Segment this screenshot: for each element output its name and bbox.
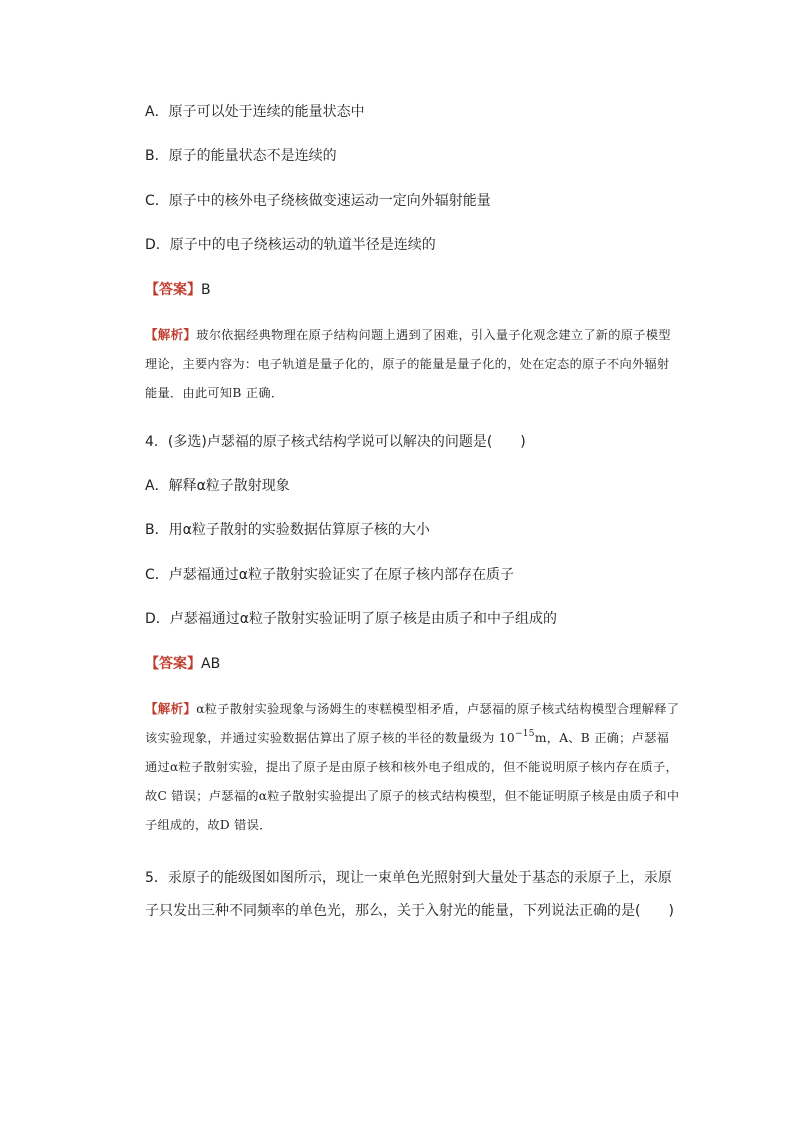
q4-option-a: A．解释α粒子散射现象 [145, 478, 290, 494]
q3-answer [145, 280, 211, 300]
answer-value: AB [201, 656, 221, 672]
answer-tag: 【答案】 [145, 282, 201, 298]
q3-option-c: C．原子中的核外电子绕核做变速运动一定向外辐射能量 [145, 193, 491, 209]
q4-stem: 4．(多选)卢瑟福的原子核式结构学说可以解决的问题是( ) [145, 434, 526, 450]
q4-answer [145, 654, 220, 674]
q4-analysis [145, 694, 680, 840]
answer-tag: 【答案】 [145, 656, 201, 672]
analysis-text-2: m，A、B 正确；卢瑟福通过α粒子散射实验，提出了原子是由原子核和核外电子组成的，但不能说明原子核内存在质子，故C 错误；卢瑟福的α粒子散射实验提出了原子的核式结构模型，但不能证明原子核是由质子和中子组成的，故D 错误． [145, 731, 680, 832]
analysis-text-1: α粒子散射实验现象与汤姆生的枣糕模型相矛盾，卢瑟福的原子核式结构模型合理解释了该实验现象，并通过实验数据估算出了原子核的半径的数量级为 10 [145, 702, 680, 745]
q3-option-d: D．原子中的电子绕核运动的轨道半径是连续的 [145, 237, 436, 253]
analysis-tag: 【解析】 [145, 327, 197, 342]
answer-value: B [201, 282, 211, 298]
q4-option-c: C．卢瑟福通过α粒子散射实验证实了在原子核内部存在质子 [145, 567, 515, 583]
q3-option-b: B．原子的能量状态不是连续的 [145, 148, 337, 164]
analysis-tag: 【解析】 [145, 701, 197, 716]
q3-analysis [145, 320, 680, 408]
exponent: −15 [514, 729, 535, 739]
q4-option-d: D．卢瑟福通过α粒子散射实验证明了原子核是由质子和中子组成的 [145, 611, 558, 627]
q5-stem: 5．汞原子的能级图如图所示，现让一束单色光照射到大量处于基态的汞原子上，汞原子只发出三种不同频率的单色光，那么，关于入射光的能量，下列说法正确的是( ) [145, 870, 674, 919]
analysis-text: 玻尔依据经典物理在原子结构问题上遇到了困难，引入量子化观念建立了新的原子模型理论，主要内容为：电子轨道是量子化的，原子的能量是量子化的，处在定态的原子不向外辐射能量．由此可知B 正确． [145, 328, 671, 400]
q3-option-a: A．原子可以处于连续的能量状态中 [145, 104, 365, 120]
q4-option-b: B．用α粒子散射的实验数据估算原子核的大小 [145, 522, 430, 538]
